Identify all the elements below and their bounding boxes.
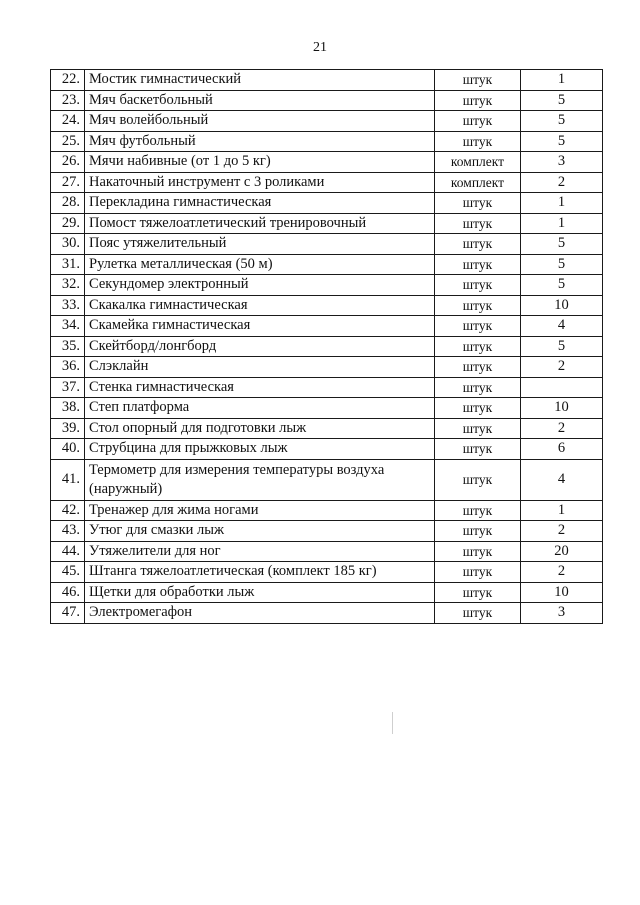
row-number-cell: 44. xyxy=(51,541,85,562)
unit-cell: штук xyxy=(435,398,521,419)
unit-cell: штук xyxy=(435,90,521,111)
quantity-cell: 3 xyxy=(521,152,603,173)
table-row xyxy=(51,357,603,378)
quantity-cell: 2 xyxy=(521,172,603,193)
item-name-cell: Скакалка гимнастическая xyxy=(85,295,435,316)
scan-artifact xyxy=(392,712,393,734)
row-number-cell: 31. xyxy=(51,254,85,275)
table-row xyxy=(51,193,603,214)
item-name-cell: Перекладина гимнастическая xyxy=(85,193,435,214)
row-number-cell: 29. xyxy=(51,213,85,234)
unit-cell: штук xyxy=(435,521,521,542)
unit-cell: штук xyxy=(435,418,521,439)
quantity-cell: 5 xyxy=(521,111,603,132)
table-row xyxy=(51,377,603,398)
item-name-cell: Стенка гимнастическая xyxy=(85,377,435,398)
item-name-cell: Утяжелители для ног xyxy=(85,541,435,562)
item-name-cell: Мячи набивные (от 1 до 5 кг) xyxy=(85,152,435,173)
unit-cell: штук xyxy=(435,213,521,234)
item-name-cell: Термометр для измерения температуры воздуха (наружный) xyxy=(85,459,435,500)
quantity-cell: 10 xyxy=(521,582,603,603)
table-row xyxy=(51,418,603,439)
row-number-cell: 27. xyxy=(51,172,85,193)
row-number-cell: 24. xyxy=(51,111,85,132)
quantity-cell: 4 xyxy=(521,316,603,337)
item-name-cell: Пояс утяжелительный xyxy=(85,234,435,255)
table-row xyxy=(51,275,603,296)
table-row xyxy=(51,90,603,111)
row-number-cell: 41. xyxy=(51,459,85,500)
unit-cell: штук xyxy=(435,336,521,357)
quantity-cell: 10 xyxy=(521,398,603,419)
item-name-cell: Мяч футбольный xyxy=(85,131,435,152)
quantity-cell: 5 xyxy=(521,131,603,152)
row-number-cell: 37. xyxy=(51,377,85,398)
table-row xyxy=(51,459,603,500)
equipment-table xyxy=(50,69,603,624)
quantity-cell: 5 xyxy=(521,336,603,357)
table-row xyxy=(51,152,603,173)
quantity-cell: 4 xyxy=(521,459,603,500)
unit-cell: штук xyxy=(435,603,521,624)
table-row xyxy=(51,234,603,255)
quantity-cell: 1 xyxy=(521,213,603,234)
unit-cell: штук xyxy=(435,275,521,296)
row-number-cell: 34. xyxy=(51,316,85,337)
row-number-cell: 25. xyxy=(51,131,85,152)
table-row xyxy=(51,336,603,357)
quantity-cell: 1 xyxy=(521,193,603,214)
unit-cell: штук xyxy=(435,70,521,91)
quantity-cell: 1 xyxy=(521,500,603,521)
table-row xyxy=(51,295,603,316)
item-name-cell: Слэклайн xyxy=(85,357,435,378)
quantity-cell: 6 xyxy=(521,439,603,460)
quantity-cell: 2 xyxy=(521,562,603,583)
table-row xyxy=(51,439,603,460)
unit-cell: комплект xyxy=(435,152,521,173)
table-row xyxy=(51,254,603,275)
row-number-cell: 30. xyxy=(51,234,85,255)
unit-cell: штук xyxy=(435,562,521,583)
table-row xyxy=(51,541,603,562)
row-number-cell: 43. xyxy=(51,521,85,542)
item-name-cell: Электромегафон xyxy=(85,603,435,624)
row-number-cell: 35. xyxy=(51,336,85,357)
table-row xyxy=(51,521,603,542)
row-number-cell: 33. xyxy=(51,295,85,316)
row-number-cell: 36. xyxy=(51,357,85,378)
quantity-cell: 5 xyxy=(521,275,603,296)
unit-cell: штук xyxy=(435,500,521,521)
row-number-cell: 40. xyxy=(51,439,85,460)
unit-cell: штук xyxy=(435,357,521,378)
item-name-cell: Скейтборд/лонгборд xyxy=(85,336,435,357)
unit-cell: штук xyxy=(435,582,521,603)
item-name-cell: Штанга тяжелоатлетическая (комплект 185 кг) xyxy=(85,562,435,583)
item-name-cell: Мостик гимнастический xyxy=(85,70,435,91)
item-name-cell: Помост тяжелоатлетический тренировочный xyxy=(85,213,435,234)
unit-cell: комплект xyxy=(435,172,521,193)
page-number: 21 xyxy=(313,40,327,55)
quantity-cell: 5 xyxy=(521,234,603,255)
item-name-cell: Рулетка металлическая (50 м) xyxy=(85,254,435,275)
quantity-cell: 5 xyxy=(521,254,603,275)
table-row xyxy=(51,172,603,193)
table-row xyxy=(51,316,603,337)
quantity-cell xyxy=(521,377,603,398)
table-row xyxy=(51,70,603,91)
row-number-cell: 46. xyxy=(51,582,85,603)
table-row xyxy=(51,213,603,234)
item-name-cell: Мяч баскетбольный xyxy=(85,90,435,111)
row-number-cell: 23. xyxy=(51,90,85,111)
item-name-cell: Утюг для смазки лыж xyxy=(85,521,435,542)
item-name-cell: Струбцина для прыжковых лыж xyxy=(85,439,435,460)
quantity-cell: 1 xyxy=(521,70,603,91)
table-row xyxy=(51,111,603,132)
row-number-cell: 22. xyxy=(51,70,85,91)
item-name-cell: Щетки для обработки лыж xyxy=(85,582,435,603)
row-number-cell: 26. xyxy=(51,152,85,173)
item-name-cell: Стол опорный для подготовки лыж xyxy=(85,418,435,439)
unit-cell: штук xyxy=(435,131,521,152)
item-name-cell: Степ платформа xyxy=(85,398,435,419)
unit-cell: штук xyxy=(435,234,521,255)
table-row xyxy=(51,582,603,603)
row-number-cell: 28. xyxy=(51,193,85,214)
quantity-cell: 2 xyxy=(521,357,603,378)
table-row xyxy=(51,131,603,152)
unit-cell: штук xyxy=(435,459,521,500)
item-name-cell: Накаточный инструмент с 3 роликами xyxy=(85,172,435,193)
row-number-cell: 47. xyxy=(51,603,85,624)
table-row xyxy=(51,500,603,521)
row-number-cell: 38. xyxy=(51,398,85,419)
unit-cell: штук xyxy=(435,541,521,562)
row-number-cell: 45. xyxy=(51,562,85,583)
quantity-cell: 2 xyxy=(521,418,603,439)
unit-cell: штук xyxy=(435,193,521,214)
quantity-cell: 10 xyxy=(521,295,603,316)
unit-cell: штук xyxy=(435,377,521,398)
quantity-cell: 5 xyxy=(521,90,603,111)
unit-cell: штук xyxy=(435,254,521,275)
row-number-cell: 42. xyxy=(51,500,85,521)
quantity-cell: 2 xyxy=(521,521,603,542)
quantity-cell: 20 xyxy=(521,541,603,562)
table-row xyxy=(51,562,603,583)
item-name-cell: Секундомер электронный xyxy=(85,275,435,296)
unit-cell: штук xyxy=(435,111,521,132)
row-number-cell: 32. xyxy=(51,275,85,296)
equipment-table-body xyxy=(51,70,603,624)
item-name-cell: Скамейка гимнастическая xyxy=(85,316,435,337)
unit-cell: штук xyxy=(435,316,521,337)
item-name-cell: Мяч волейбольный xyxy=(85,111,435,132)
row-number-cell: 39. xyxy=(51,418,85,439)
unit-cell: штук xyxy=(435,295,521,316)
unit-cell: штук xyxy=(435,439,521,460)
quantity-cell: 3 xyxy=(521,603,603,624)
table-row xyxy=(51,398,603,419)
item-name-cell: Тренажер для жима ногами xyxy=(85,500,435,521)
table-row xyxy=(51,603,603,624)
